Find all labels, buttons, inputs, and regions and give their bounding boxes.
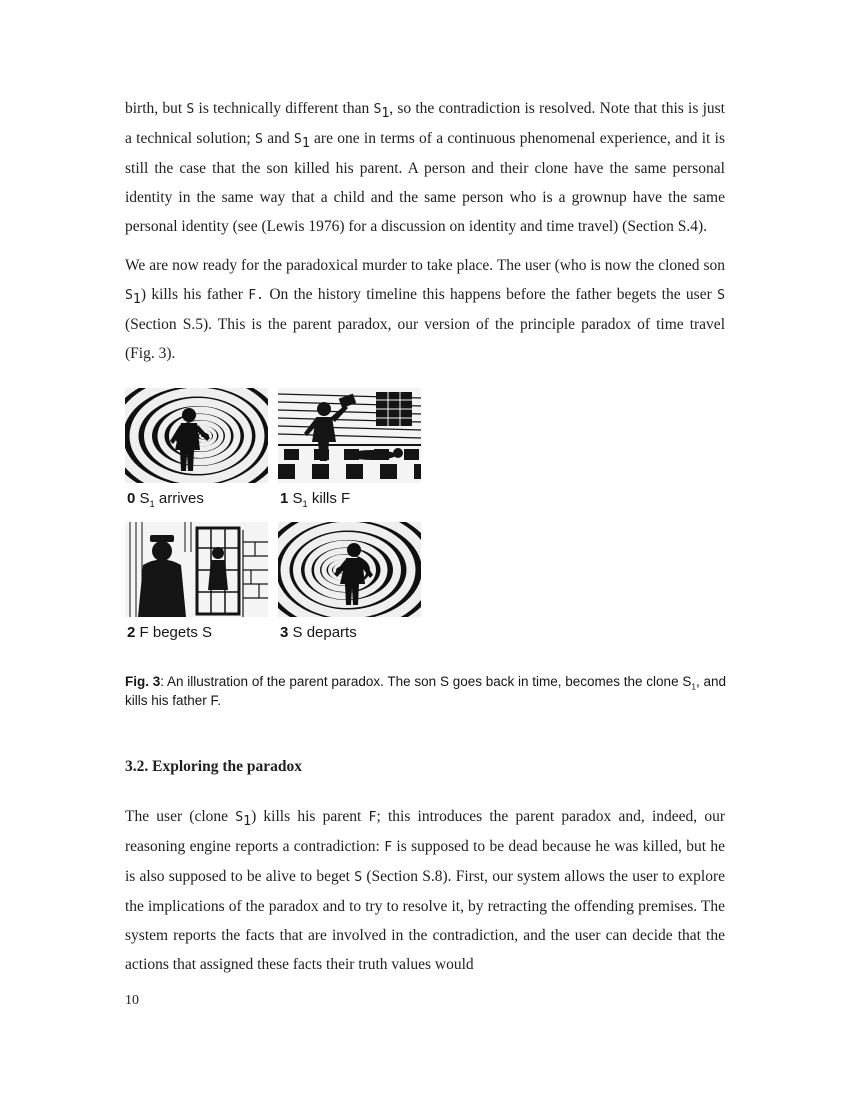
body-paragraph-3: The user (clone $S_1$) kills his parent F; this introduces the parent paradox and, indeed, our reasoning engine reports a contradiction: F is supposed to be dead because he was killed, but he is also supposed to be alive to beget S (Section S.8). First, our system allows the user to explore the implications of the paradox and to try to resolve it, by retracting the offending premises. The system reports the facts that are involved in the contradiction, and the user can decide that the actions that assigned these facts their truth values would <box>125 808 726 973</box>
figure-panel-0 <box>125 388 268 522</box>
figure-panel-label-3: 3 S departs <box>280 624 357 641</box>
figure-panel-label-2: 2 F begets S <box>127 624 213 641</box>
figure-panel-label-0: 0 $S_1$ arrives <box>127 490 204 509</box>
figure-panel-2 <box>125 522 268 656</box>
begetting-scene-image <box>125 522 268 617</box>
figure-caption: Fig. 3: An illustration of the parent paradox. The son S goes back in time, becomes the clone $S_1$, and kills his father F. <box>125 674 727 708</box>
murder-scene-image <box>278 388 421 483</box>
time-vortex-arrival-image <box>125 388 268 483</box>
section-heading: 3.2. Exploring the paradox <box>125 758 302 775</box>
body-paragraph-2: We are now ready for the paradoxical murder to take place. The user (who is now the cloned son $S_1$) kills his father F. On the history timeline this happens before the father begets the user S (Section S.5). This is the parent paradox, our version of the principle paradox of time travel (Fig. 3). <box>125 257 725 362</box>
figure-panel-3 <box>278 522 421 656</box>
figure-panel-label-1: 1 $S_1$ kills F <box>280 490 351 509</box>
figure-panel-1 <box>278 388 421 522</box>
time-vortex-departure-image <box>278 522 421 617</box>
body-paragraph-1: birth, but S is technically different than $S_1$, so the contradiction is resolved. Note that this is just a technical solution; S and $S_1$ are one in terms of a continuous phenomenal experience, and it is still the case that the son killed his parent. A person and their clone have the same personal identity in the same way that a child and the same person who is a grownup have the same personal identity (see (Lewis 1976) for a discussion on identity and time travel) (Section S.4). <box>125 100 726 235</box>
figure-3 <box>125 388 725 710</box>
figure-panel-grid <box>125 388 421 656</box>
page-number: 10 <box>125 993 139 1008</box>
